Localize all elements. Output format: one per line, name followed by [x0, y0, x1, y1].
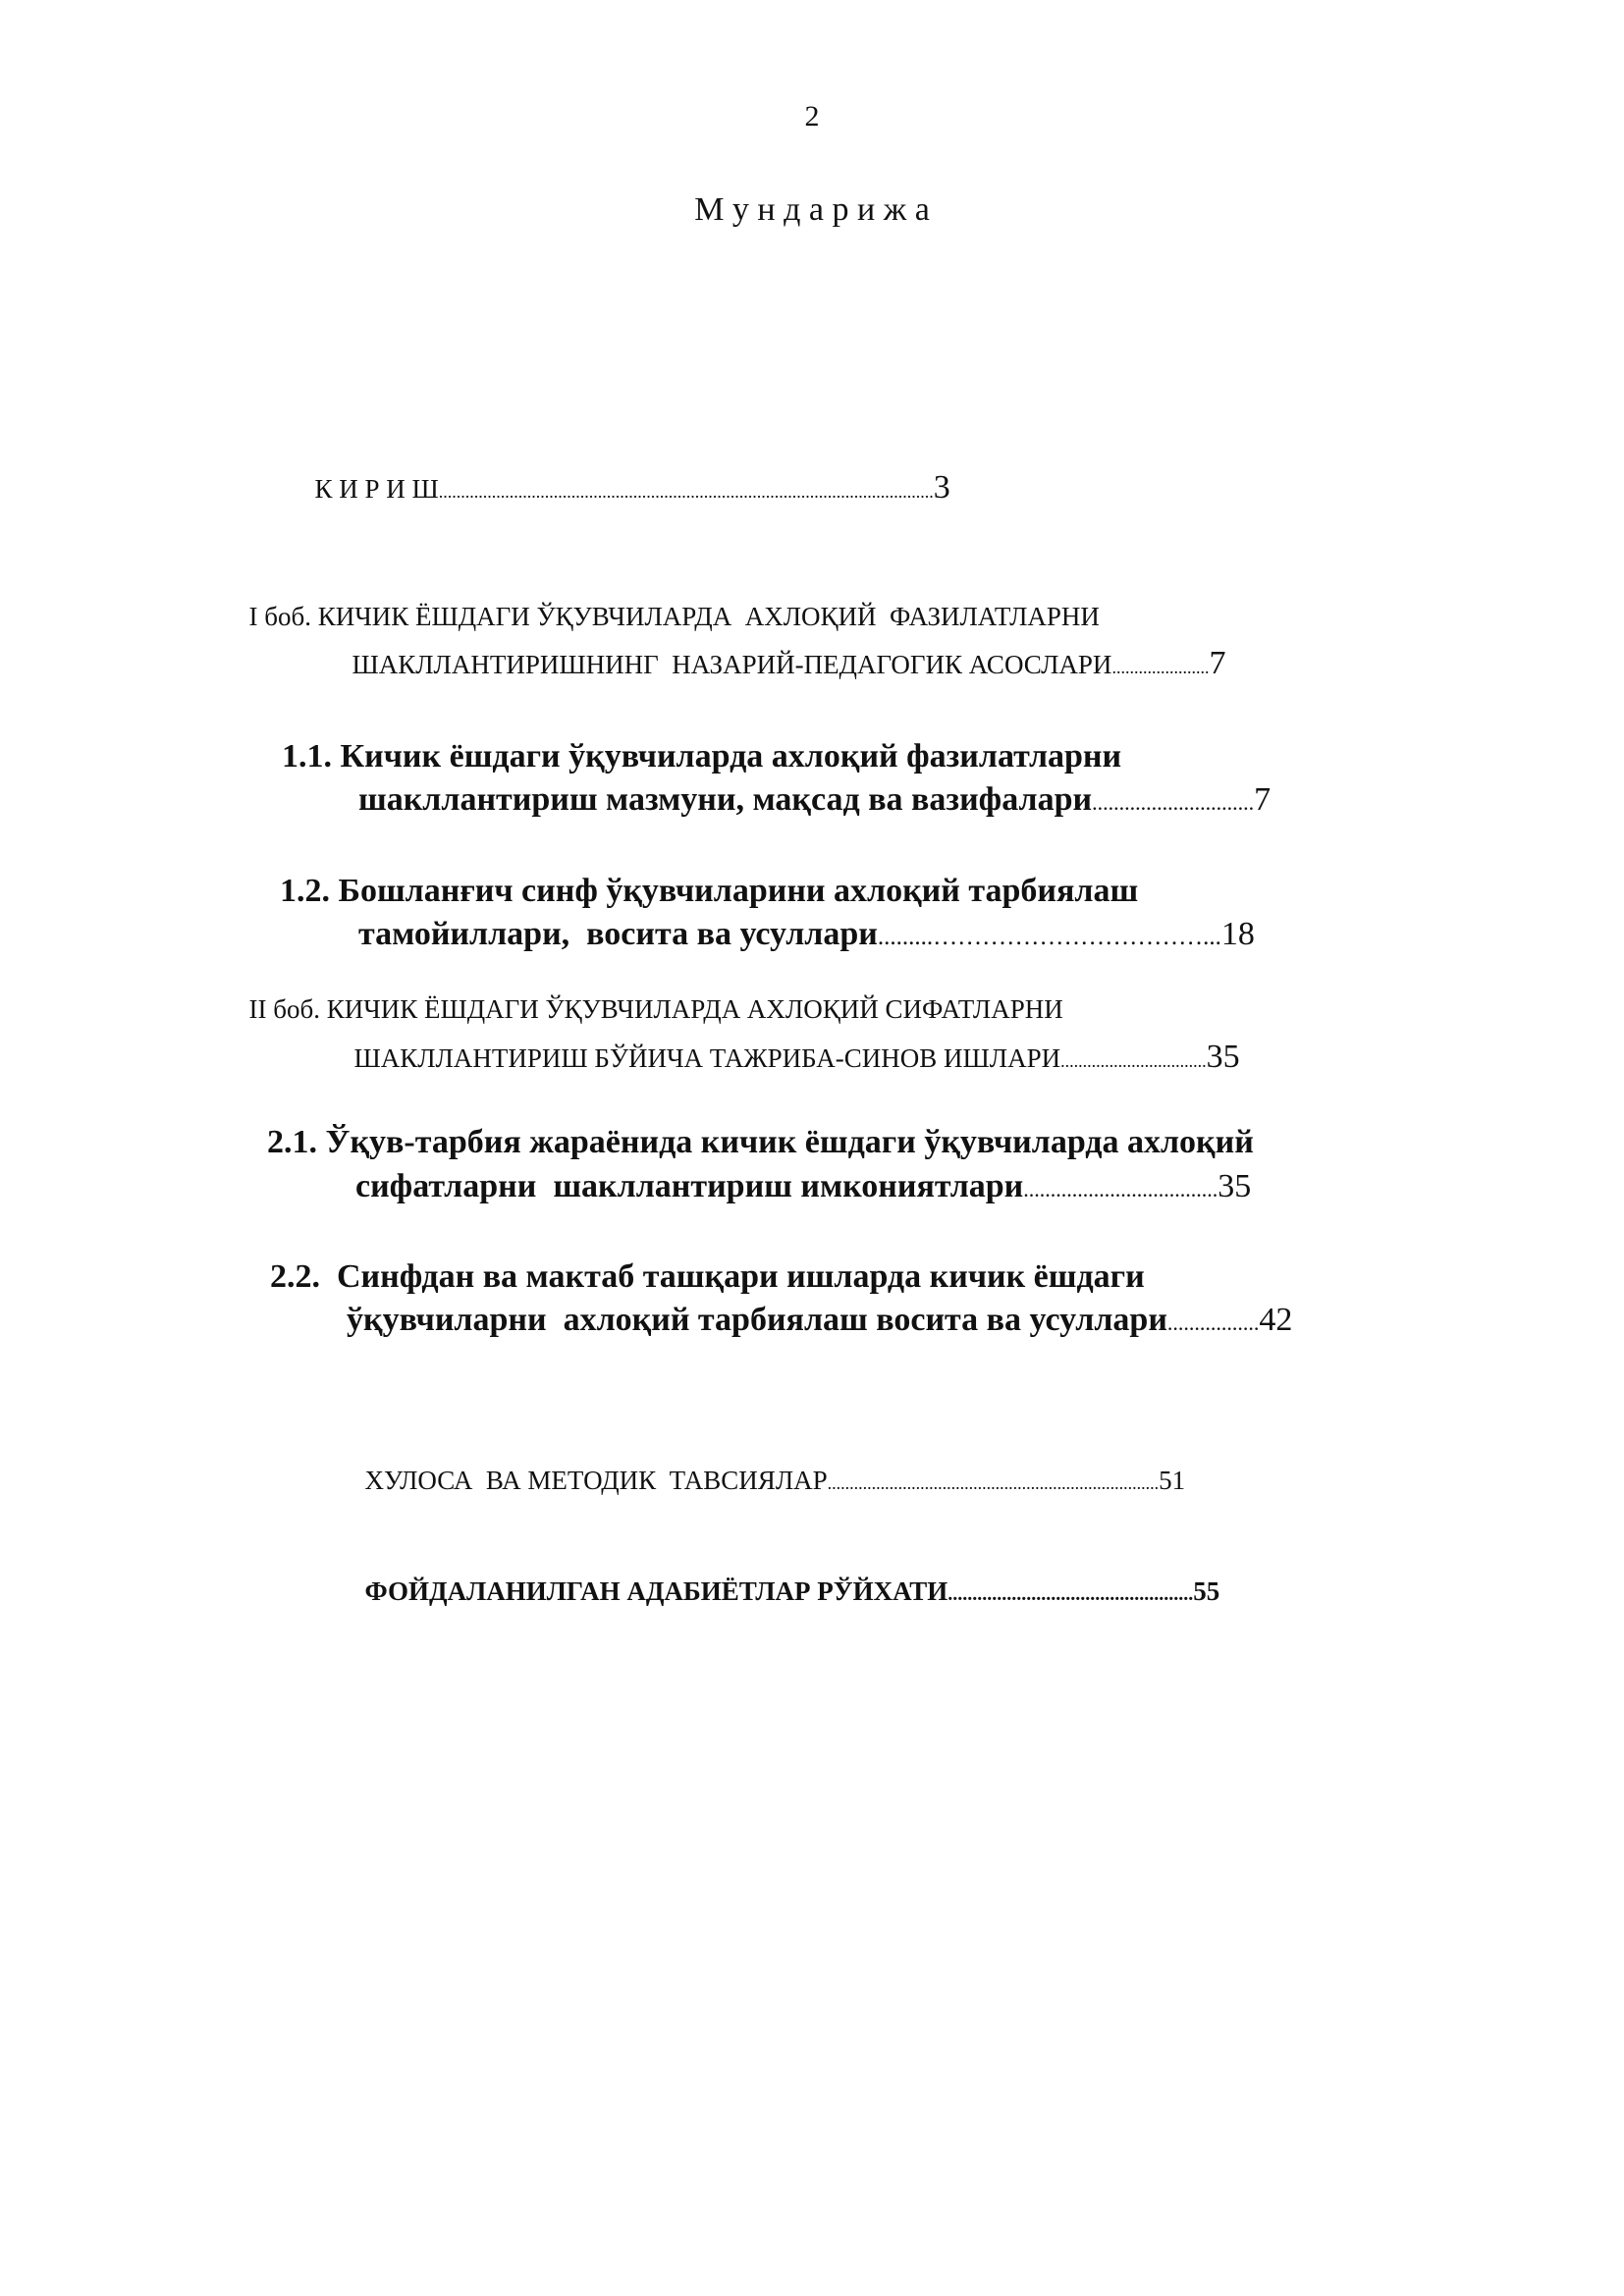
toc-intro-label: К И Р И Ш: [314, 474, 439, 504]
toc-section-1-1-leader: ..............................: [1092, 790, 1255, 815]
toc-section-1-1-line2[interactable]: [342, 750, 1271, 817]
toc-references-label: ФОЙДАЛАНИЛГАН АДАБИЁТЛАР РЎЙХАТИ: [364, 1576, 948, 1606]
toc-section-1-2-leader: .........……………………………...: [877, 924, 1221, 950]
toc-section-1-1-page: 7: [1254, 781, 1272, 818]
toc-chapter1-line2[interactable]: [339, 620, 1225, 680]
toc-section-1-1-title-1: 1.1. Кичик ёшдаги ўқувчиларда ахлоқий фазилатларни: [282, 738, 1122, 774]
toc-conclusion-label: ХУЛОСА ВА МЕТОДИК ТАВСИЯЛАР: [364, 1466, 828, 1495]
toc-section-2-1-title-2: сифатларни шакллантириш имкониятлари: [355, 1168, 1024, 1204]
toc-section-2-2-line2[interactable]: [330, 1270, 1292, 1337]
toc-intro-leader: ................................................................................................................: [438, 482, 934, 502]
toc-conclusion-leader: ...........................................................................: [827, 1473, 1160, 1493]
toc-entry-conclusion[interactable]: [352, 1441, 1185, 1494]
toc-entry-intro[interactable]: [301, 445, 950, 505]
toc-section-2-2-title-2: ўқувчиларни ахлоқий тарбиялаш восита ва усуллари: [347, 1302, 1167, 1338]
toc-section-2-2-page: 42: [1259, 1302, 1293, 1338]
toc-section-1-2-line2[interactable]: [342, 884, 1255, 951]
toc-section-2-2-leader: .................: [1166, 1310, 1260, 1335]
toc-references-leader: ..................................................: [947, 1583, 1194, 1605]
toc-section-2-1-leader: ....................................: [1023, 1177, 1218, 1201]
toc-section-2-1-line2[interactable]: [339, 1137, 1251, 1203]
toc-section-2-1-title-1: 2.1. Ўқув-тарбия жараёнида кичик ёшдаги ўқувчиларда ахлоқий: [267, 1124, 1254, 1160]
toc-references-page: 55: [1193, 1576, 1220, 1606]
toc-section-1-2-title-2: тамойиллари, восита ва усуллари: [358, 916, 878, 952]
toc-section-2-1-page: 35: [1218, 1168, 1252, 1204]
toc-chapter1-title-2: ШАКЛЛАНТИРИШНИНГ НАЗАРИЙ-ПЕДАГОГИК АСОСЛАРИ: [352, 650, 1112, 679]
toc-section-1-1-title-2: шакллантириш мазмуни, мақсад ва вазифалари: [358, 781, 1093, 818]
page-number: 2: [804, 100, 820, 133]
toc-intro-page: 3: [933, 469, 950, 506]
toc-chapter1-title-1: I боб. КИЧИК ЁШДАГИ ЎҚУВЧИЛАРДА АХЛОҚИЙ ФАЗИЛАТЛАРНИ: [248, 602, 1100, 631]
toc-chapter2-leader: .................................: [1060, 1051, 1207, 1071]
toc-chapter1-page: 7: [1209, 645, 1226, 681]
toc-chapter2-title-1: II боб. КИЧИК ЁШДАГИ ЎҚУВЧИЛАРДА АХЛОҚИЙ СИФАТЛАРНИ: [248, 994, 1063, 1024]
toc-section-2-2-title-1: 2.2. Синфдан ва мактаб ташқари ишларда кичик ёшдаги: [270, 1258, 1145, 1295]
toc-chapter2-title-2: ШАКЛЛАНТИРИШ БЎЙИЧА ТАЖРИБА-СИНОВ ИШЛАРИ: [353, 1043, 1061, 1073]
toc-chapter2-page: 35: [1206, 1039, 1240, 1075]
toc-entry-references[interactable]: [352, 1552, 1219, 1605]
toc-chapter1-leader: ......................: [1111, 658, 1210, 677]
page-title: М у н д а р и ж а: [694, 191, 930, 228]
toc-conclusion-page: 51: [1159, 1466, 1186, 1495]
toc-chapter2-line2[interactable]: [341, 1014, 1240, 1074]
toc-section-1-2-page: 18: [1220, 916, 1255, 952]
toc-section-1-2-title-1: 1.2. Бошланғич синф ўқувчиларини ахлоқий тарбиялаш: [280, 873, 1139, 909]
